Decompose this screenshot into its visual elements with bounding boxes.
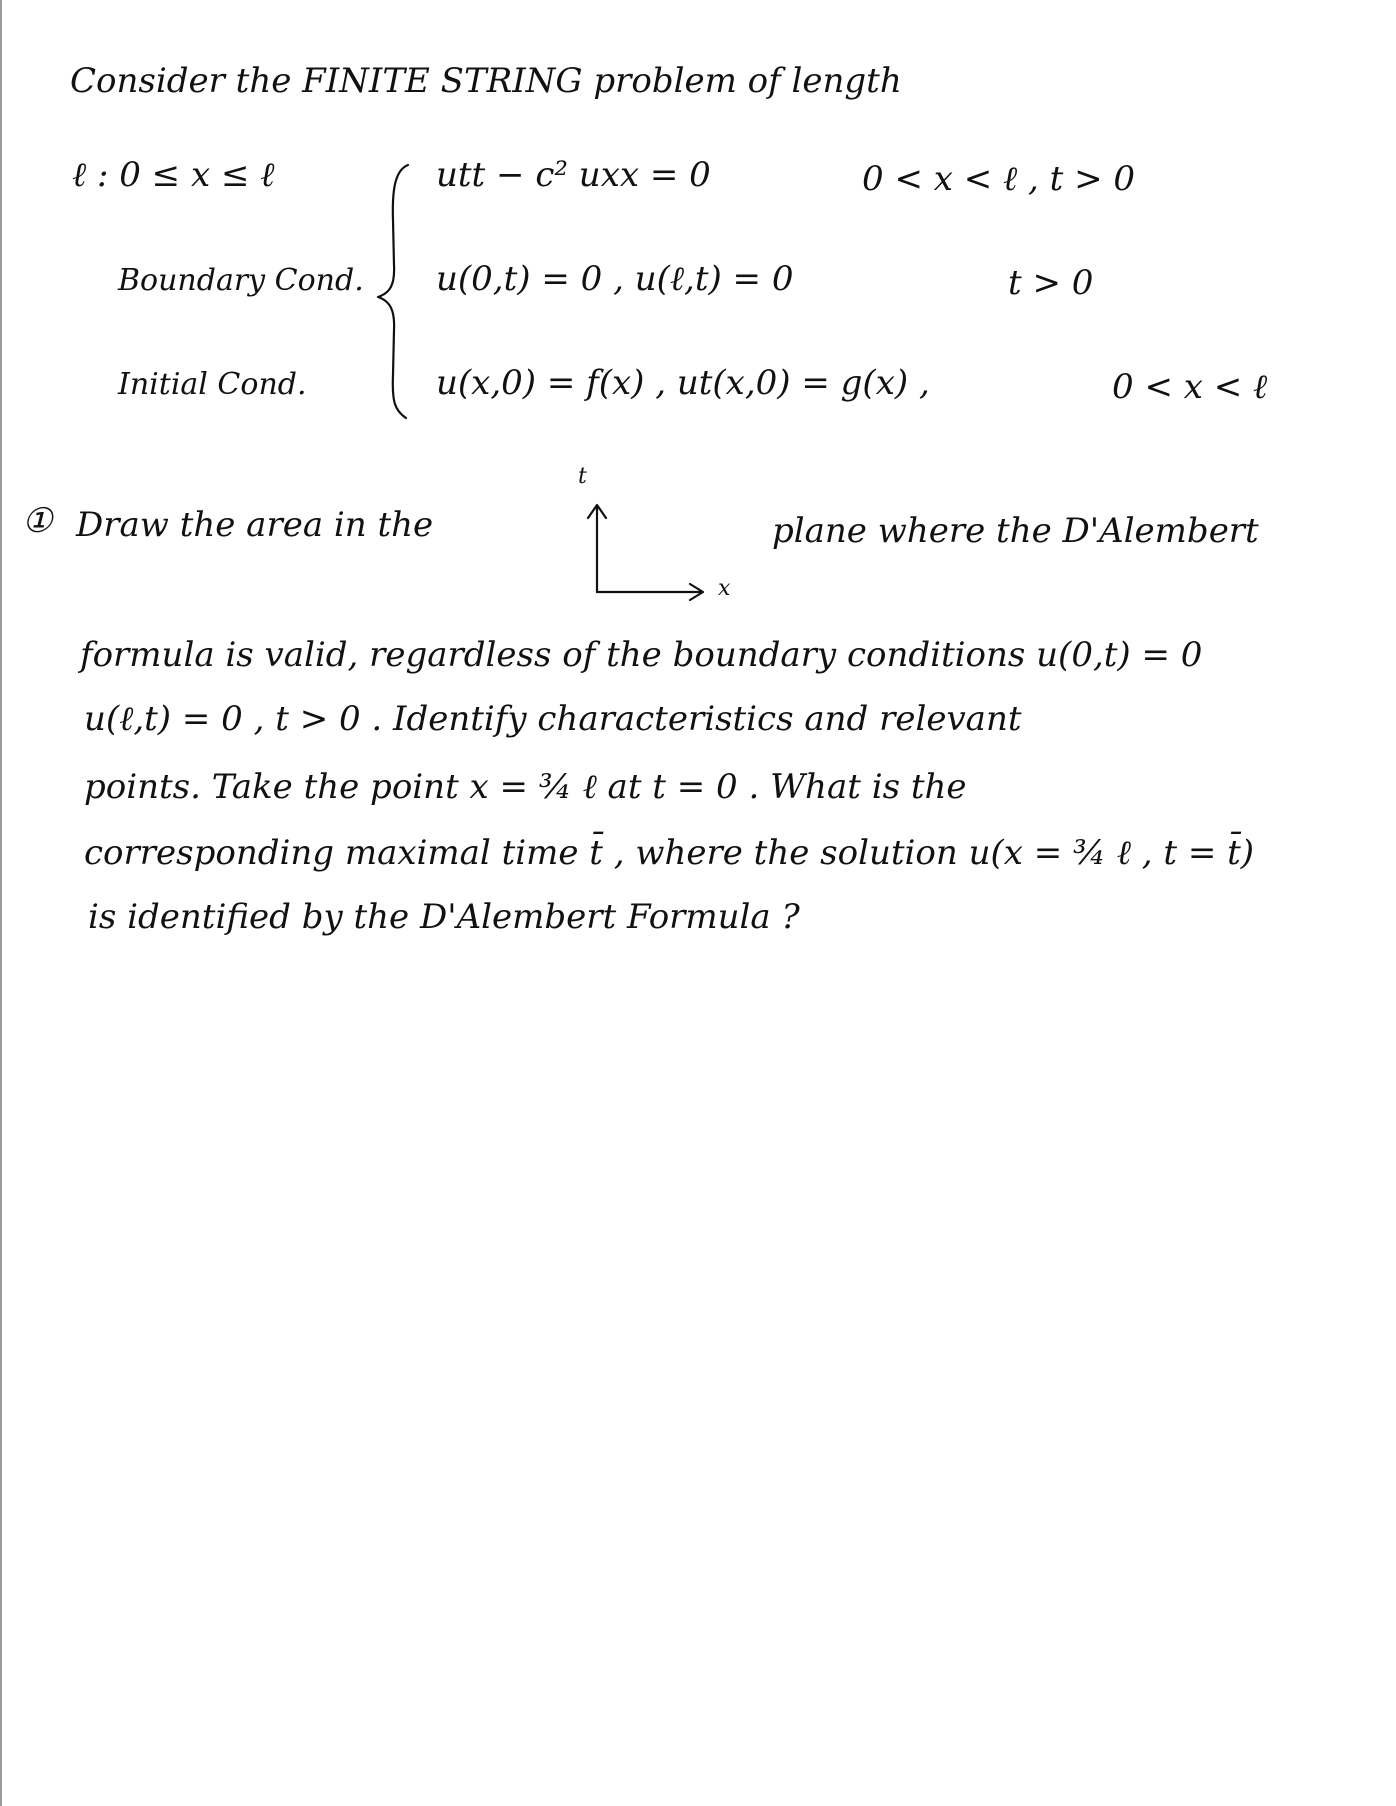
initial-range: 0 < x < ℓ bbox=[1112, 367, 1268, 407]
question-line-3: u(ℓ,t) = 0 , t > 0 . Identify characteristics and relevant bbox=[84, 699, 1022, 739]
question-lead: Draw the area in the bbox=[76, 505, 434, 545]
boundary-equation: u(0,t) = 0 , u(ℓ,t) = 0 bbox=[436, 259, 794, 299]
initial-label: Initial Cond. bbox=[118, 367, 307, 402]
question-line-2: formula is valid, regardless of the boundary conditions u(0,t) = 0 bbox=[80, 635, 1203, 675]
question-line-5: corresponding maximal time t̄ , where the solution u(x = ¾ ℓ , t = t̄) bbox=[84, 833, 1255, 873]
domain-definition: ℓ : 0 ≤ x ≤ ℓ bbox=[72, 155, 275, 195]
pde-range: 0 < x < ℓ , t > 0 bbox=[862, 159, 1135, 199]
question-line-6: is identified by the D'Alembert Formula ? bbox=[88, 897, 800, 937]
axis-x-label: x bbox=[718, 576, 731, 601]
intro-line: Consider the FINITE STRING problem of length bbox=[70, 61, 902, 101]
question-line-4: points. Take the point x = ¾ ℓ at t = 0 . What is the bbox=[84, 767, 967, 807]
question-number: ① bbox=[22, 501, 53, 541]
question-tail: plane where the D'Alembert bbox=[772, 511, 1259, 551]
axis-t-label: t bbox=[578, 464, 587, 489]
initial-equation: u(x,0) = f(x) , ut(x,0) = g(x) , bbox=[436, 363, 930, 403]
boundary-label: Boundary Cond. bbox=[118, 263, 364, 298]
boundary-range: t > 0 bbox=[1008, 263, 1094, 303]
pde-equation: utt − c² uxx = 0 bbox=[436, 155, 711, 195]
